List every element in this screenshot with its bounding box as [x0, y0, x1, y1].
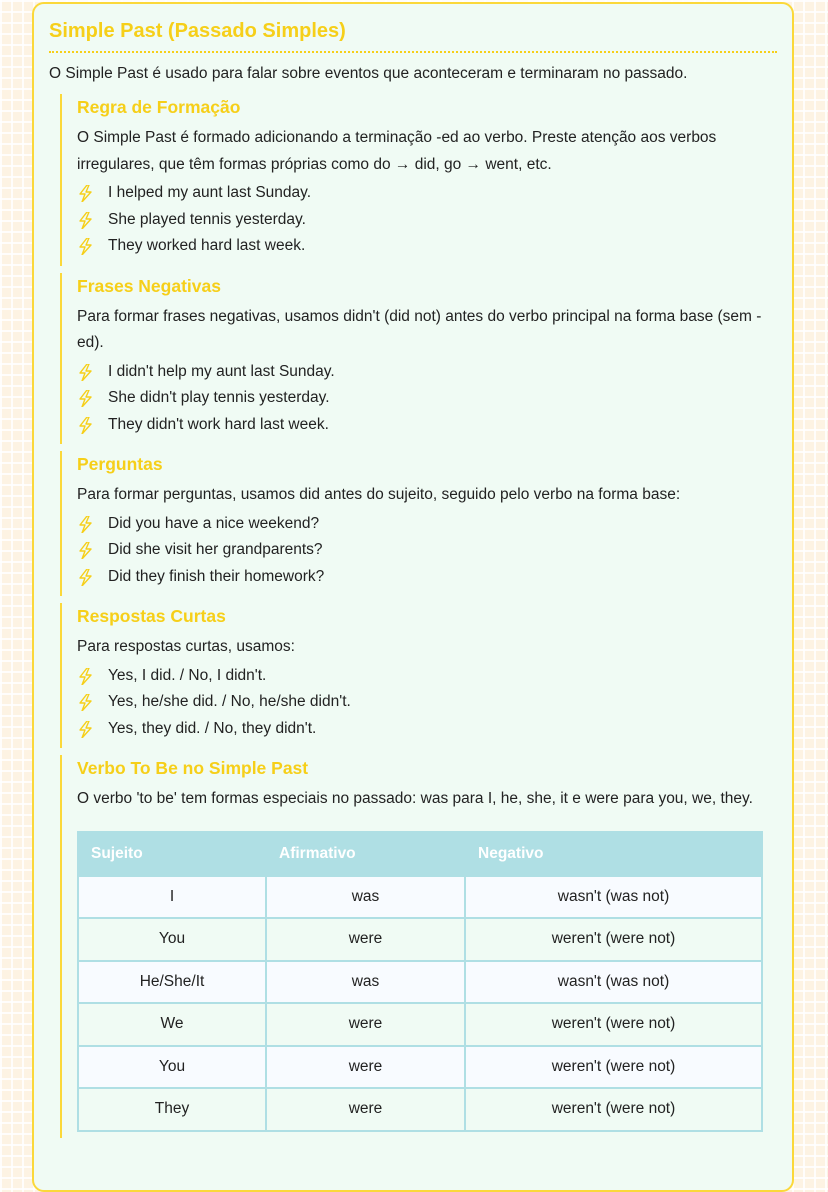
example-item — [77, 716, 777, 743]
lightning-bolt-icon — [77, 212, 93, 229]
lightning-bolt-icon — [77, 569, 93, 586]
table-cell: You — [78, 918, 266, 961]
example-list — [77, 359, 777, 439]
lesson-card — [32, 2, 794, 1192]
column-header: Afirmativo — [266, 832, 465, 876]
table-cell: I — [78, 876, 266, 919]
example-text: Yes, I did. / No, I didn't. — [108, 666, 267, 684]
example-item — [77, 385, 777, 412]
example-text: Did they finish their homework? — [108, 567, 325, 585]
lightning-bolt-icon — [77, 417, 93, 434]
section-heading: Regra de Formação — [77, 97, 241, 117]
section-text: O verbo 'to be' tem formas especiais no passado: was para I, he, she, it e were para you, we, they. — [77, 790, 753, 807]
section-perguntas — [60, 451, 777, 596]
example-item — [77, 537, 777, 564]
column-header: Sujeito — [78, 832, 266, 876]
example-list — [77, 511, 777, 591]
section-text: O Simple Past é formado adicionando a terminação -ed ao verbo. Preste atenção aos verbos irregulares, que têm formas próprias como do → did, go → went, etc. — [77, 129, 717, 173]
table-row — [78, 961, 762, 1004]
column-header: Negativo — [465, 832, 762, 876]
table-cell: were — [266, 1088, 465, 1131]
example-text: Did you have a nice weekend? — [108, 514, 320, 532]
table-cell: weren't (were not) — [465, 1003, 762, 1046]
lightning-bolt-icon — [77, 516, 93, 533]
section-verbo-to-be — [60, 755, 777, 1138]
lightning-bolt-icon — [77, 721, 93, 738]
lightning-bolt-icon — [77, 364, 93, 381]
example-item — [77, 359, 777, 386]
table-cell: were — [266, 1003, 465, 1046]
lightning-bolt-icon — [77, 542, 93, 559]
lightning-bolt-icon — [77, 185, 93, 202]
example-text: She didn't play tennis yesterday. — [108, 389, 330, 406]
example-item — [77, 564, 777, 591]
example-text: She played tennis yesterday. — [108, 210, 306, 228]
page-title: Simple Past (Passado Simples) — [49, 16, 777, 53]
example-item — [77, 412, 777, 439]
table-row — [78, 918, 762, 961]
table-row — [78, 1003, 762, 1046]
intro-text: O Simple Past é usado para falar sobre eventos que aconteceram e terminaram no passado. — [49, 65, 688, 82]
table-cell: were — [266, 918, 465, 961]
table-cell: weren't (were not) — [465, 918, 762, 961]
example-item — [77, 511, 777, 538]
table-cell: wasn't (was not) — [465, 961, 762, 1004]
table-cell: weren't (were not) — [465, 1088, 762, 1131]
table-cell: weren't (were not) — [465, 1046, 762, 1089]
section-heading: Respostas Curtas — [77, 606, 226, 626]
section-text: Para formar perguntas, usamos did antes do sujeito, seguido pelo verbo na forma base: — [77, 486, 681, 503]
example-item — [77, 207, 777, 234]
lightning-bolt-icon — [77, 390, 93, 407]
example-text: Yes, he/she did. / No, he/she didn't. — [108, 693, 351, 710]
example-item — [77, 689, 777, 716]
table-cell: wasn't (was not) — [465, 876, 762, 919]
lightning-bolt-icon — [77, 238, 93, 255]
section-text: Para formar frases negativas, usamos didn't (did not) antes do verbo principal na forma base (sem -ed). — [77, 307, 762, 351]
table-cell: He/She/It — [78, 961, 266, 1004]
section-heading: Frases Negativas — [77, 275, 221, 296]
table-cell: were — [266, 1046, 465, 1089]
section-respostas-curtas — [60, 603, 777, 748]
example-text: I helped my aunt last Sunday. — [108, 184, 312, 201]
table-cell: was — [266, 961, 465, 1004]
table-row — [78, 876, 762, 919]
example-list — [77, 663, 777, 743]
table-header-row — [78, 832, 762, 876]
example-text: Yes, they did. / No, they didn't. — [108, 719, 317, 737]
example-item — [77, 663, 777, 690]
example-item — [77, 180, 777, 207]
table-cell: You — [78, 1046, 266, 1089]
lightning-bolt-icon — [77, 694, 93, 711]
section-text: Para respostas curtas, usamos: — [77, 638, 295, 655]
example-list — [77, 180, 777, 260]
table-row — [78, 1046, 762, 1089]
to-be-table — [77, 831, 763, 1132]
section-heading: Verbo To Be no Simple Past — [77, 758, 309, 778]
section-regra-formacao — [60, 94, 777, 266]
section-heading: Perguntas — [77, 454, 163, 474]
lightning-bolt-icon — [77, 668, 93, 685]
example-text: They worked hard last week. — [108, 237, 306, 254]
example-text: I didn't help my aunt last Sunday. — [108, 362, 335, 380]
example-item — [77, 233, 777, 260]
table-cell: They — [78, 1088, 266, 1131]
example-text: They didn't work hard last week. — [108, 415, 329, 433]
table-cell: was — [266, 876, 465, 919]
example-text: Did she visit her grandparents? — [108, 541, 323, 558]
table-row — [78, 1088, 762, 1131]
table-cell: We — [78, 1003, 266, 1046]
section-frases-negativas — [60, 273, 777, 445]
